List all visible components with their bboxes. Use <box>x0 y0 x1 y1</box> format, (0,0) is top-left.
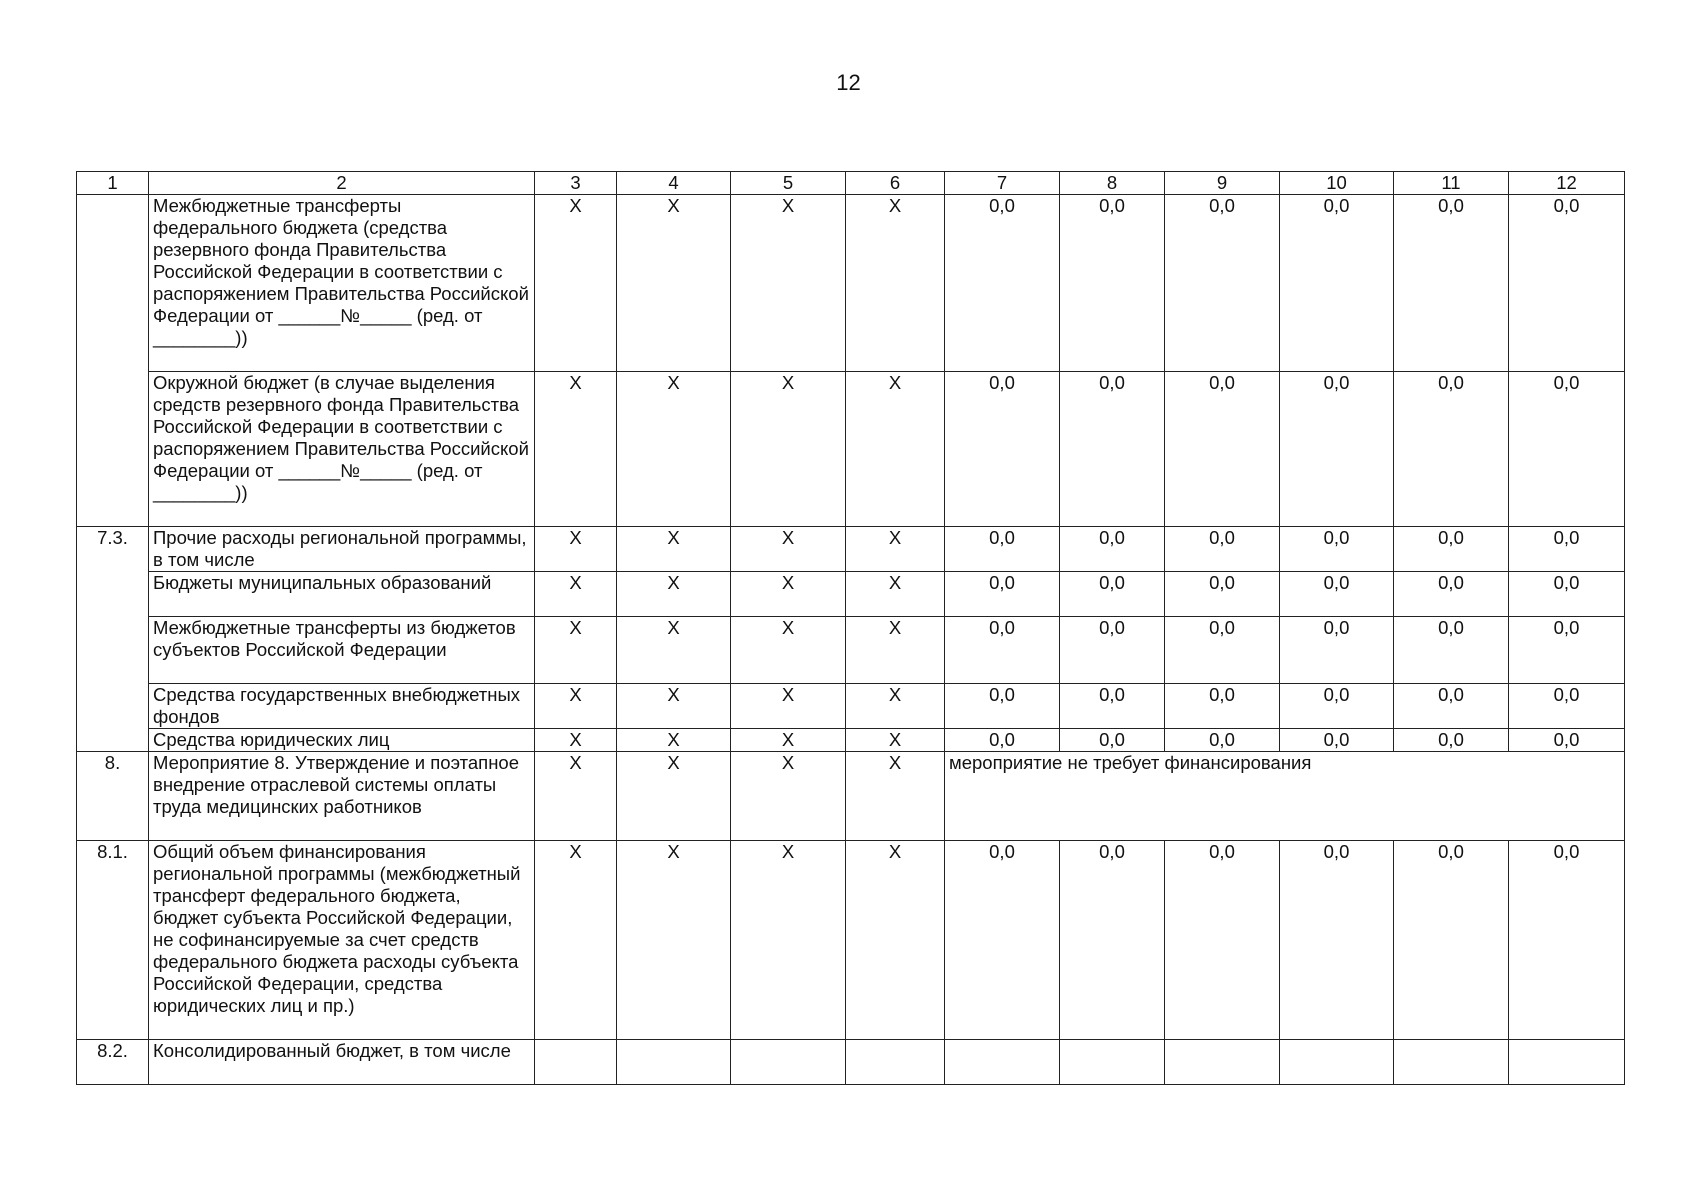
cell-value: 0,0 <box>1394 572 1509 617</box>
cell-value: X <box>617 527 731 572</box>
row-number: 8.2. <box>77 1040 149 1085</box>
cell-value: 0,0 <box>1165 527 1280 572</box>
cell-value: 0,0 <box>1509 684 1625 729</box>
cell-value: 0,0 <box>1509 195 1625 372</box>
cell-value: X <box>617 572 731 617</box>
column-header: 1 <box>77 172 149 195</box>
row-description: Прочие расходы региональной программы, в том числе <box>149 527 535 572</box>
cell-value: X <box>535 617 617 684</box>
financing-note: мероприятие не требует финансирования <box>945 752 1625 841</box>
cell-value: X <box>535 572 617 617</box>
cell-value: 0,0 <box>1060 527 1165 572</box>
cell-value <box>535 1040 617 1085</box>
row-description: Окружной бюджет (в случае выделения средств резервного фонда Правительства Российской Федерации в соответствии с распоряжением Правительства Российской Федерации от ______№_____ (ред. от ________)) <box>149 372 535 527</box>
cell-value <box>1165 1040 1280 1085</box>
row-description: Консолидированный бюджет, в том числе <box>149 1040 535 1085</box>
cell-value: 0,0 <box>1060 841 1165 1040</box>
row-description: Бюджеты муниципальных образований <box>149 572 535 617</box>
cell-value: 0,0 <box>1280 195 1394 372</box>
table-row <box>77 841 1625 1040</box>
cell-value: X <box>731 572 846 617</box>
budget-table <box>76 171 1625 1085</box>
cell-value: X <box>846 527 945 572</box>
cell-value <box>1509 1040 1625 1085</box>
cell-value: 0,0 <box>945 684 1060 729</box>
cell-value: X <box>846 195 945 372</box>
cell-value <box>1060 1040 1165 1085</box>
column-header: 3 <box>535 172 617 195</box>
cell-value: X <box>846 372 945 527</box>
cell-value: X <box>731 752 846 841</box>
row-number <box>77 195 149 527</box>
cell-value: 0,0 <box>1394 729 1509 752</box>
row-description: Средства юридических лиц <box>149 729 535 752</box>
column-header: 8 <box>1060 172 1165 195</box>
cell-value: X <box>535 752 617 841</box>
cell-value: X <box>731 617 846 684</box>
row-number: 7.3. <box>77 527 149 752</box>
cell-value: X <box>535 729 617 752</box>
cell-value: X <box>617 841 731 1040</box>
cell-value: 0,0 <box>1165 572 1280 617</box>
cell-value: 0,0 <box>1509 729 1625 752</box>
cell-value: 0,0 <box>1394 195 1509 372</box>
cell-value: X <box>846 841 945 1040</box>
table-row <box>77 617 1625 684</box>
row-description: Мероприятие 8. Утверждение и поэтапное внедрение отраслевой системы оплаты труда медицинских работников <box>149 752 535 841</box>
cell-value: 0,0 <box>945 195 1060 372</box>
row-description: Межбюджетные трансферты федерального бюджета (средства резервного фонда Правительства Российской Федерации в соответствии с распоряжением Правительства Российской Федерации от ______№_____ (ред. от ________)) <box>149 195 535 372</box>
cell-value: X <box>731 684 846 729</box>
cell-value <box>617 1040 731 1085</box>
cell-value: 0,0 <box>1060 729 1165 752</box>
cell-value: 0,0 <box>1509 617 1625 684</box>
cell-value: X <box>846 617 945 684</box>
cell-value: X <box>617 752 731 841</box>
cell-value: 0,0 <box>1165 195 1280 372</box>
cell-value: X <box>617 729 731 752</box>
cell-value: 0,0 <box>1280 572 1394 617</box>
cell-value: 0,0 <box>1280 527 1394 572</box>
cell-value: 0,0 <box>945 729 1060 752</box>
cell-value: 0,0 <box>1394 372 1509 527</box>
cell-value: 0,0 <box>1060 572 1165 617</box>
cell-value: 0,0 <box>945 572 1060 617</box>
cell-value: X <box>731 372 846 527</box>
table-row <box>77 729 1625 752</box>
table-row <box>77 572 1625 617</box>
cell-value: 0,0 <box>945 527 1060 572</box>
cell-value: X <box>535 841 617 1040</box>
cell-value: 0,0 <box>1280 841 1394 1040</box>
column-header: 4 <box>617 172 731 195</box>
cell-value <box>1280 1040 1394 1085</box>
row-number: 8. <box>77 752 149 841</box>
table-row <box>77 195 1625 372</box>
cell-value <box>731 1040 846 1085</box>
cell-value: X <box>617 195 731 372</box>
cell-value: 0,0 <box>945 841 1060 1040</box>
cell-value: 0,0 <box>1165 617 1280 684</box>
cell-value: 0,0 <box>1394 684 1509 729</box>
cell-value: 0,0 <box>1165 841 1280 1040</box>
cell-value: X <box>731 729 846 752</box>
cell-value: 0,0 <box>1060 617 1165 684</box>
cell-value: X <box>846 729 945 752</box>
cell-value: 0,0 <box>1165 729 1280 752</box>
row-description: Средства государственных внебюджетных фондов <box>149 684 535 729</box>
column-header: 10 <box>1280 172 1394 195</box>
cell-value: 0,0 <box>1394 841 1509 1040</box>
cell-value: 0,0 <box>1165 684 1280 729</box>
cell-value: 0,0 <box>1280 372 1394 527</box>
cell-value: 0,0 <box>1060 372 1165 527</box>
table-row <box>77 752 1625 841</box>
column-header: 2 <box>149 172 535 195</box>
cell-value <box>1394 1040 1509 1085</box>
table-row <box>77 684 1625 729</box>
table-row <box>77 1040 1625 1085</box>
cell-value: X <box>731 841 846 1040</box>
page-number: 12 <box>836 70 861 95</box>
cell-value: 0,0 <box>1060 684 1165 729</box>
cell-value <box>945 1040 1060 1085</box>
cell-value: X <box>846 684 945 729</box>
row-number: 8.1. <box>77 841 149 1040</box>
cell-value: X <box>617 684 731 729</box>
cell-value: 0,0 <box>1280 729 1394 752</box>
cell-value: 0,0 <box>1280 617 1394 684</box>
table-row <box>77 372 1625 527</box>
cell-value: 0,0 <box>1165 372 1280 527</box>
column-header: 5 <box>731 172 846 195</box>
row-description: Межбюджетные трансферты из бюджетов субъектов Российской Федерации <box>149 617 535 684</box>
cell-value: 0,0 <box>1509 841 1625 1040</box>
cell-value: 0,0 <box>945 617 1060 684</box>
cell-value <box>846 1040 945 1085</box>
cell-value: X <box>617 372 731 527</box>
cell-value: 0,0 <box>1509 372 1625 527</box>
column-header: 9 <box>1165 172 1280 195</box>
cell-value: 0,0 <box>1280 684 1394 729</box>
cell-value: X <box>731 527 846 572</box>
cell-value: 0,0 <box>1509 572 1625 617</box>
cell-value: 0,0 <box>1509 527 1625 572</box>
column-header: 11 <box>1394 172 1509 195</box>
cell-value: X <box>846 752 945 841</box>
cell-value: 0,0 <box>1394 617 1509 684</box>
header-row <box>77 172 1625 195</box>
cell-value: 0,0 <box>1394 527 1509 572</box>
cell-value: X <box>535 195 617 372</box>
cell-value: X <box>535 372 617 527</box>
cell-value: X <box>846 572 945 617</box>
table-row <box>77 527 1625 572</box>
cell-value: 0,0 <box>1060 195 1165 372</box>
row-description: Общий объем финансирования региональной программы (межбюджетный трансферт федерального бюджета, бюджет субъекта Российской Федерации, не софинансируемые за счет средств федерального бюджета расходы субъекта Российской Федерации, средства юридических лиц и пр.) <box>149 841 535 1040</box>
cell-value: X <box>617 617 731 684</box>
cell-value: X <box>535 527 617 572</box>
cell-value: X <box>731 195 846 372</box>
column-header: 6 <box>846 172 945 195</box>
cell-value: X <box>535 684 617 729</box>
column-header: 7 <box>945 172 1060 195</box>
cell-value: 0,0 <box>945 372 1060 527</box>
column-header: 12 <box>1509 172 1625 195</box>
